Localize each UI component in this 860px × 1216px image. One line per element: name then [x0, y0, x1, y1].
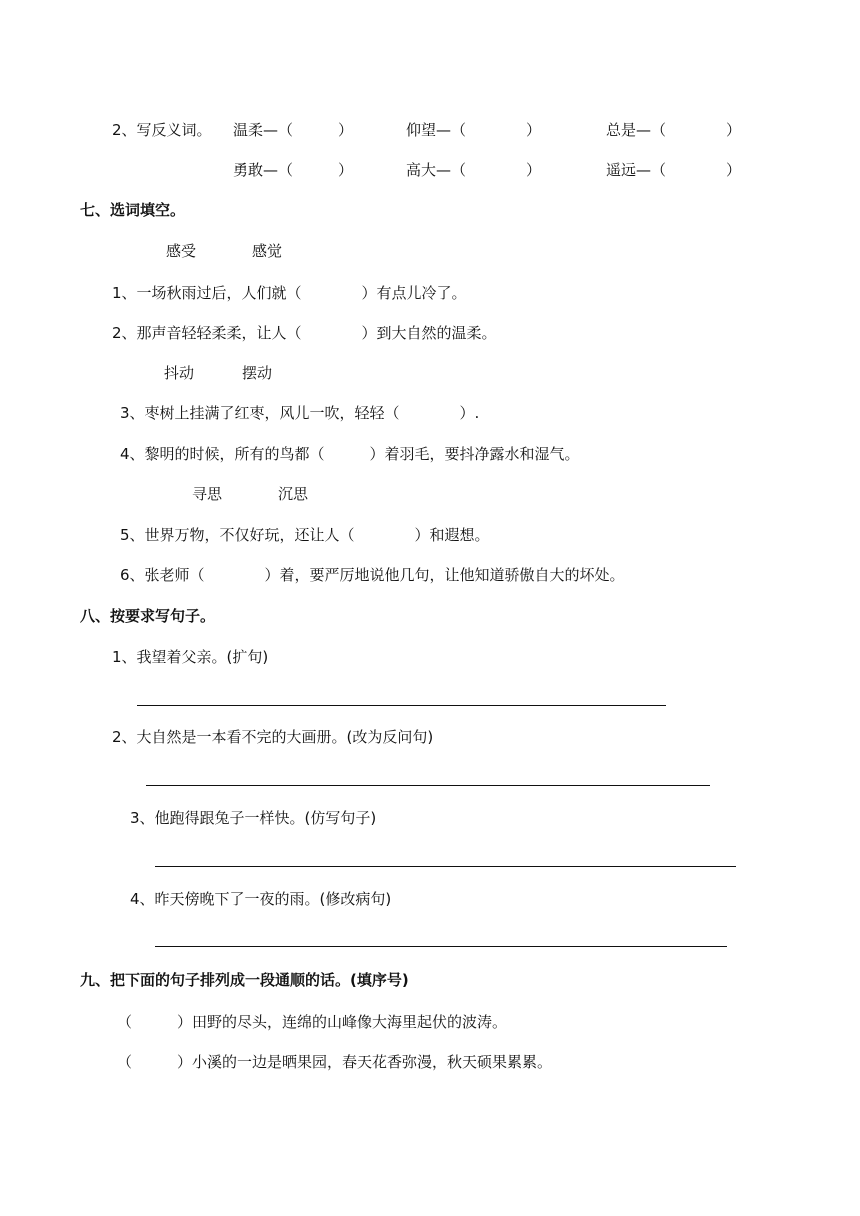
ordering-sentence: （ ）田野的尽头，连绵的山峰像大海里起伏的波涛。	[117, 1013, 508, 1031]
section-heading-7: 七、选词填空。	[80, 201, 186, 219]
rewrite-question: 1、我望着父亲。(扩句)	[112, 648, 269, 666]
fill-blank-question: 1、一场秋雨过后，人们就（ ）有点儿冷了。	[112, 284, 467, 302]
answer-line[interactable]	[137, 705, 666, 706]
antonym-item: 温柔—（ ）	[233, 121, 354, 139]
word-choice: 沉思	[278, 485, 309, 503]
word-choice: 感觉	[252, 242, 283, 260]
word-choice: 寻思	[192, 485, 223, 503]
answer-line[interactable]	[155, 866, 736, 867]
fill-blank-question: 3、枣树上挂满了红枣，风儿一吹，轻轻（ ）.	[120, 404, 480, 422]
fill-blank-question: 2、那声音轻轻柔柔，让人（ ）到大自然的温柔。	[112, 324, 497, 342]
antonym-question-label: 2、写反义词。	[112, 121, 212, 139]
section-heading-9: 九、把下面的句子排列成一段通顺的话。(填序号)	[80, 971, 409, 989]
word-choice: 抖动	[164, 364, 195, 382]
fill-blank-question: 4、黎明的时候，所有的鸟都（ ）着羽毛，要抖净露水和湿气。	[120, 445, 580, 463]
fill-blank-question: 5、世界万物，不仅好玩，还让人（ ）和遐想。	[120, 526, 490, 544]
fill-blank-question: 6、张老师（ ）着，要严厉地说他几句，让他知道骄傲自大的坏处。	[120, 566, 625, 584]
section-heading-8: 八、按要求写句子。	[80, 607, 216, 625]
antonym-item: 遥远—（ ）	[606, 161, 742, 179]
word-choice: 摆动	[242, 364, 273, 382]
rewrite-question: 3、他跑得跟兔子一样快。(仿写句子)	[130, 809, 377, 827]
antonym-item: 仰望—（ ）	[406, 121, 542, 139]
antonym-item: 高大—（ ）	[406, 161, 542, 179]
antonym-item: 总是—（ ）	[606, 121, 742, 139]
answer-line[interactable]	[155, 946, 727, 947]
answer-line[interactable]	[146, 785, 710, 786]
antonym-item: 勇敢—（ ）	[233, 161, 354, 179]
rewrite-question: 4、昨天傍晚下了一夜的雨。(修改病句)	[130, 890, 392, 908]
rewrite-question: 2、大自然是一本看不完的大画册。(改为反问句)	[112, 728, 434, 746]
word-choice: 感受	[166, 242, 197, 260]
ordering-sentence: （ ）小溪的一边是晒果园，春天花香弥漫，秋天硕果累累。	[117, 1053, 553, 1071]
